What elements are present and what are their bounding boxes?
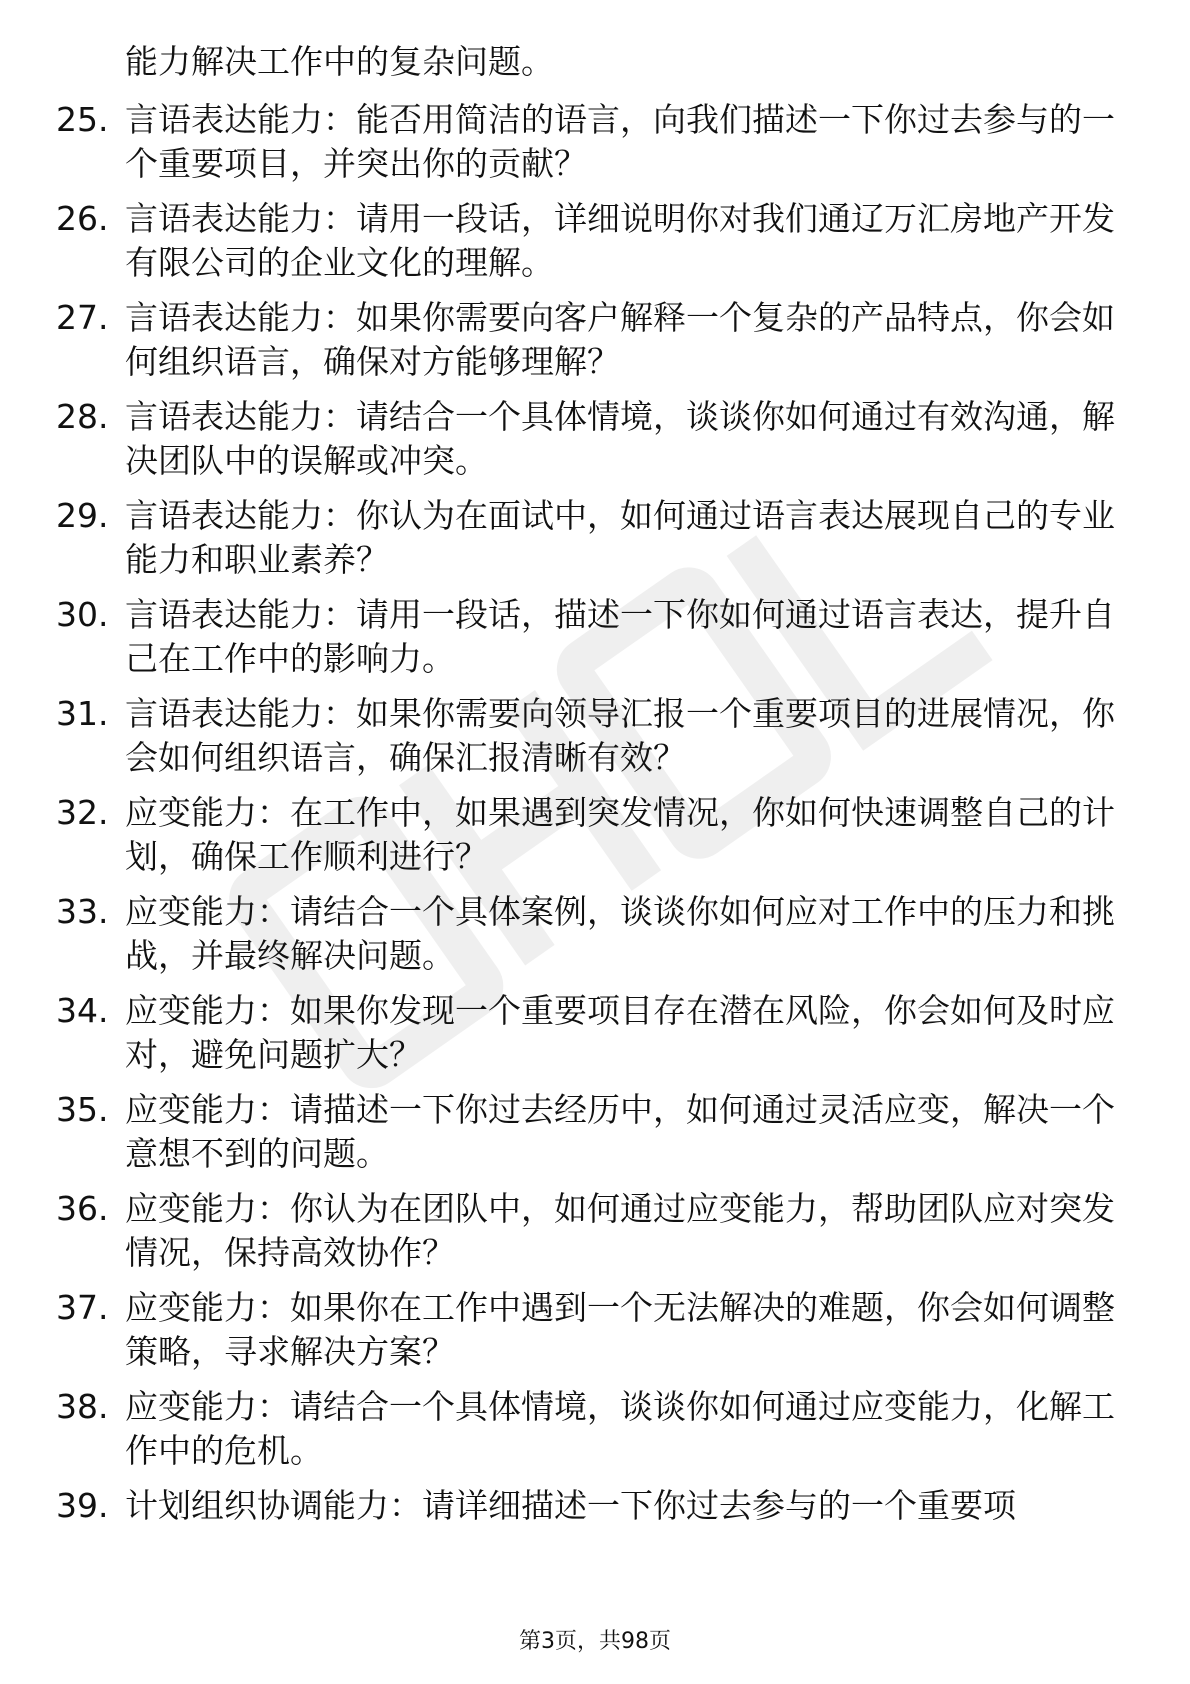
question-item xyxy=(56,197,1136,285)
question-number: 29. xyxy=(56,496,109,535)
question-number: 26. xyxy=(56,199,109,238)
question-content xyxy=(56,40,1136,1539)
question-item xyxy=(56,890,1136,978)
question-item xyxy=(56,395,1136,483)
question-number: 38. xyxy=(56,1387,109,1426)
question-number: 36. xyxy=(56,1189,109,1228)
question-text: 应变能力：请结合一个具体情境，谈谈你如何通过应变能力，化解工作中的危机。 xyxy=(125,1387,1115,1470)
question-text: 应变能力：你认为在团队中，如何通过应变能力，帮助团队应对突发情况，保持高效协作？ xyxy=(125,1189,1115,1272)
question-item xyxy=(56,692,1136,780)
question-text: 言语表达能力：你认为在面试中，如何通过语言表达展现自己的专业能力和职业素养？ xyxy=(125,496,1115,579)
question-text: 应变能力：如果你发现一个重要项目存在潜在风险，你会如何及时应对，避免问题扩大？ xyxy=(125,991,1115,1074)
question-number: 35. xyxy=(56,1090,109,1129)
question-text: 言语表达能力：请用一段话，详细说明你对我们通辽万汇房地产开发有限公司的企业文化的理解。 xyxy=(125,199,1115,282)
question-item xyxy=(56,494,1136,582)
question-number: 32. xyxy=(56,793,109,832)
question-item xyxy=(56,1187,1136,1275)
question-item xyxy=(56,1286,1136,1374)
question-number: 25. xyxy=(56,100,109,139)
question-number: 33. xyxy=(56,892,109,931)
question-text: 应变能力：请描述一下你过去经历中，如何通过灵活应变，解决一个意想不到的问题。 xyxy=(125,1090,1115,1173)
question-text: 言语表达能力：如果你需要向客户解释一个复杂的产品特点，你会如何组织语言，确保对方能够理解？ xyxy=(125,298,1115,381)
question-number: 31. xyxy=(56,694,109,733)
question-item xyxy=(56,1385,1136,1473)
question-item xyxy=(56,98,1136,186)
question-item xyxy=(56,1484,1136,1528)
question-item xyxy=(56,791,1136,879)
question-item xyxy=(56,593,1136,681)
question-text: 言语表达能力：请结合一个具体情境，谈谈你如何通过有效沟通，解决团队中的误解或冲突。 xyxy=(125,397,1115,480)
question-item xyxy=(56,989,1136,1077)
question-number: 34. xyxy=(56,991,109,1030)
continuation-text: 能力解决工作中的复杂问题。 xyxy=(125,42,554,81)
question-text: 言语表达能力：能否用简洁的语言，向我们描述一下你过去参与的一个重要项目，并突出你的贡献？ xyxy=(125,100,1115,183)
question-number: 39. xyxy=(56,1486,109,1525)
question-list xyxy=(56,98,1136,1528)
question-text: 言语表达能力：请用一段话，描述一下你如何通过语言表达，提升自己在工作中的影响力。 xyxy=(125,595,1115,678)
page-footer: 第3页，共98页 xyxy=(519,1629,671,1654)
question-number: 27. xyxy=(56,298,109,337)
question-number: 28. xyxy=(56,397,109,436)
question-item xyxy=(56,1088,1136,1176)
question-text: 言语表达能力：如果你需要向领导汇报一个重要项目的进展情况，你会如何组织语言，确保汇报清晰有效？ xyxy=(125,694,1115,777)
question-text: 应变能力：请结合一个具体案例，谈谈你如何应对工作中的压力和挑战，并最终解决问题。 xyxy=(125,892,1115,975)
question-text: 应变能力：如果你在工作中遇到一个无法解决的难题，你会如何调整策略，寻求解决方案？ xyxy=(125,1288,1115,1371)
question-number: 37. xyxy=(56,1288,109,1327)
question-text: 应变能力：在工作中，如果遇到突发情况，你如何快速调整自己的计划，确保工作顺利进行？ xyxy=(125,793,1115,876)
question-number: 30. xyxy=(56,595,109,634)
question-item xyxy=(56,296,1136,384)
question-text: 计划组织协调能力：请详细描述一下你过去参与的一个重要项 xyxy=(125,1486,1016,1525)
